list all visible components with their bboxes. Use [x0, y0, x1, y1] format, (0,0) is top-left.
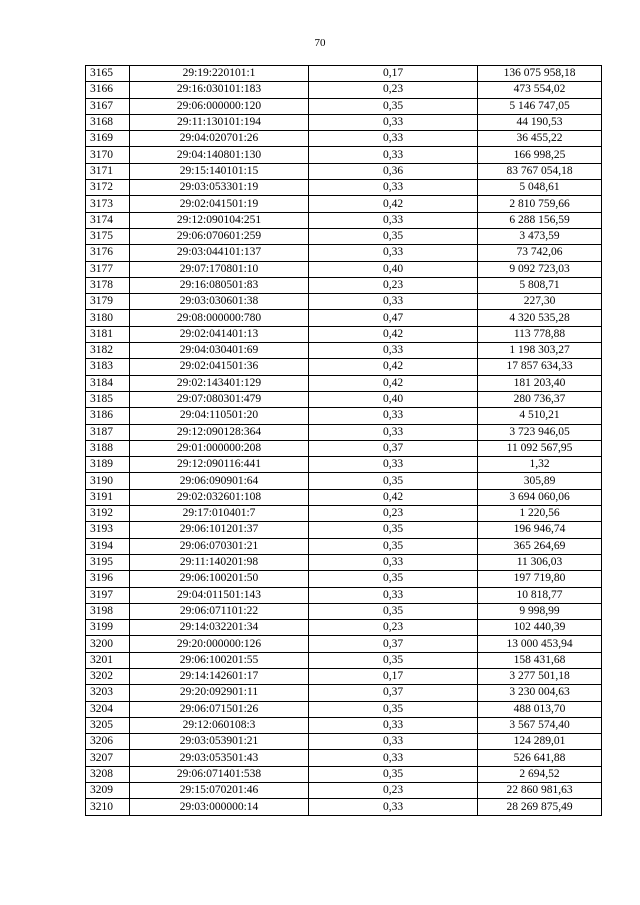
- row-number-cell: 3172: [86, 180, 130, 196]
- cadastral-number-cell: 29:06:100201:55: [130, 652, 309, 668]
- value-cell: 4 510,21: [478, 408, 602, 424]
- value-cell: 305,89: [478, 473, 602, 489]
- row-number-cell: 3198: [86, 603, 130, 619]
- value-cell: 3 694 060,06: [478, 489, 602, 505]
- cadastral-number-cell: 29:16:080501:83: [130, 277, 309, 293]
- cadastral-number-cell: 29:03:053501:43: [130, 750, 309, 766]
- table-row: [86, 163, 602, 179]
- table-row: [86, 294, 602, 310]
- row-number-cell: 3207: [86, 750, 130, 766]
- cadastral-number-cell: 29:06:071401:538: [130, 766, 309, 782]
- cadastral-number-cell: 29:03:053301:19: [130, 180, 309, 196]
- table-row: [86, 82, 602, 98]
- cadastral-number-cell: 29:16:030101:183: [130, 82, 309, 98]
- rate-cell: 0,36: [309, 163, 478, 179]
- value-cell: 5 048,61: [478, 180, 602, 196]
- row-number-cell: 3203: [86, 685, 130, 701]
- cadastral-number-cell: 29:15:140101:15: [130, 163, 309, 179]
- row-number-cell: 3175: [86, 228, 130, 244]
- row-number-cell: 3170: [86, 147, 130, 163]
- page-number: 70: [314, 37, 326, 49]
- value-cell: 3 567 574,40: [478, 717, 602, 733]
- table-row: [86, 391, 602, 407]
- table-row: [86, 424, 602, 440]
- table-row: [86, 440, 602, 456]
- row-number-cell: 3200: [86, 636, 130, 652]
- rate-cell: 0,33: [309, 750, 478, 766]
- row-number-cell: 3177: [86, 261, 130, 277]
- row-number-cell: 3178: [86, 277, 130, 293]
- rate-cell: 0,33: [309, 554, 478, 570]
- rate-cell: 0,23: [309, 620, 478, 636]
- table-row: [86, 799, 602, 815]
- value-cell: 124 289,01: [478, 734, 602, 750]
- value-cell: 488 013,70: [478, 701, 602, 717]
- row-number-cell: 3173: [86, 196, 130, 212]
- rate-cell: 0,33: [309, 180, 478, 196]
- rate-cell: 0,35: [309, 538, 478, 554]
- cadastral-number-cell: 29:04:011501:143: [130, 587, 309, 603]
- rate-cell: 0,33: [309, 294, 478, 310]
- rate-cell: 0,23: [309, 783, 478, 799]
- cadastral-number-cell: 29:03:000000:14: [130, 799, 309, 815]
- table-row: [86, 538, 602, 554]
- table-row: [86, 277, 602, 293]
- rate-cell: 0,35: [309, 571, 478, 587]
- table-row: [86, 147, 602, 163]
- row-number-cell: 3204: [86, 701, 130, 717]
- rate-cell: 0,37: [309, 685, 478, 701]
- cadastral-number-cell: 29:06:071101:22: [130, 603, 309, 619]
- value-cell: 1 198 303,27: [478, 343, 602, 359]
- table-row: [86, 685, 602, 701]
- value-cell: 196 946,74: [478, 522, 602, 538]
- rate-cell: 0,33: [309, 424, 478, 440]
- value-cell: 13 000 453,94: [478, 636, 602, 652]
- row-number-cell: 3199: [86, 620, 130, 636]
- row-number-cell: 3196: [86, 571, 130, 587]
- cadastral-number-cell: 29:04:140801:130: [130, 147, 309, 163]
- row-number-cell: 3188: [86, 440, 130, 456]
- row-number-cell: 3181: [86, 326, 130, 342]
- value-cell: 83 767 054,18: [478, 163, 602, 179]
- row-number-cell: 3185: [86, 391, 130, 407]
- rate-cell: 0,33: [309, 343, 478, 359]
- row-number-cell: 3193: [86, 522, 130, 538]
- table-row: [86, 571, 602, 587]
- row-number-cell: 3192: [86, 506, 130, 522]
- table-row: [86, 636, 602, 652]
- value-cell: 227,30: [478, 294, 602, 310]
- cadastral-value-table: [85, 65, 602, 816]
- value-cell: 1 220,56: [478, 506, 602, 522]
- cadastral-number-cell: 29:12:090116:441: [130, 457, 309, 473]
- row-number-cell: 3208: [86, 766, 130, 782]
- table-row: [86, 473, 602, 489]
- rate-cell: 0,23: [309, 82, 478, 98]
- cadastral-number-cell: 29:06:071501:26: [130, 701, 309, 717]
- table-row: [86, 652, 602, 668]
- value-cell: 113 778,88: [478, 326, 602, 342]
- row-number-cell: 3206: [86, 734, 130, 750]
- cadastral-number-cell: 29:02:143401:129: [130, 375, 309, 391]
- cadastral-number-cell: 29:06:100201:50: [130, 571, 309, 587]
- row-number-cell: 3180: [86, 310, 130, 326]
- value-cell: 3 723 946,05: [478, 424, 602, 440]
- value-cell: 6 288 156,59: [478, 212, 602, 228]
- rate-cell: 0,33: [309, 147, 478, 163]
- rate-cell: 0,33: [309, 799, 478, 815]
- row-number-cell: 3197: [86, 587, 130, 603]
- rate-cell: 0,33: [309, 212, 478, 228]
- row-number-cell: 3184: [86, 375, 130, 391]
- rate-cell: 0,33: [309, 717, 478, 733]
- table-row: [86, 180, 602, 196]
- value-cell: 11 306,03: [478, 554, 602, 570]
- value-cell: 11 092 567,95: [478, 440, 602, 456]
- cadastral-number-cell: 29:06:070601:259: [130, 228, 309, 244]
- row-number-cell: 3182: [86, 343, 130, 359]
- table-row: [86, 489, 602, 505]
- rate-cell: 0,33: [309, 114, 478, 130]
- table-row: [86, 668, 602, 684]
- rate-cell: 0,17: [309, 668, 478, 684]
- value-cell: 22 860 981,63: [478, 783, 602, 799]
- table-row: [86, 701, 602, 717]
- table-row: [86, 375, 602, 391]
- rate-cell: 0,47: [309, 310, 478, 326]
- row-number-cell: 3189: [86, 457, 130, 473]
- row-number-cell: 3191: [86, 489, 130, 505]
- row-number-cell: 3205: [86, 717, 130, 733]
- rate-cell: 0,35: [309, 98, 478, 114]
- row-number-cell: 3166: [86, 82, 130, 98]
- table-body: [86, 66, 602, 816]
- row-number-cell: 3176: [86, 245, 130, 261]
- table-row: [86, 734, 602, 750]
- table-row: [86, 131, 602, 147]
- cadastral-number-cell: 29:01:000000:208: [130, 440, 309, 456]
- table-row: [86, 228, 602, 244]
- value-cell: 36 455,22: [478, 131, 602, 147]
- table-row: [86, 212, 602, 228]
- rate-cell: 0,33: [309, 587, 478, 603]
- table-row: [86, 587, 602, 603]
- table-row: [86, 310, 602, 326]
- row-number-cell: 3183: [86, 359, 130, 375]
- rate-cell: 0,40: [309, 261, 478, 277]
- cadastral-number-cell: 29:04:110501:20: [130, 408, 309, 424]
- value-cell: 280 736,37: [478, 391, 602, 407]
- row-number-cell: 3190: [86, 473, 130, 489]
- cadastral-number-cell: 29:02:041501:36: [130, 359, 309, 375]
- cadastral-number-cell: 29:11:130101:194: [130, 114, 309, 130]
- rate-cell: 0,40: [309, 391, 478, 407]
- table-row: [86, 554, 602, 570]
- value-cell: 365 264,69: [478, 538, 602, 554]
- cadastral-number-cell: 29:20:000000:126: [130, 636, 309, 652]
- table-row: [86, 98, 602, 114]
- value-cell: 28 269 875,49: [478, 799, 602, 815]
- table-row: [86, 196, 602, 212]
- cadastral-number-cell: 29:07:170801:10: [130, 261, 309, 277]
- value-cell: 9 092 723,03: [478, 261, 602, 277]
- value-cell: 73 742,06: [478, 245, 602, 261]
- cadastral-number-cell: 29:02:041401:13: [130, 326, 309, 342]
- rate-cell: 0,37: [309, 636, 478, 652]
- row-number-cell: 3165: [86, 66, 130, 82]
- table-row: [86, 522, 602, 538]
- rate-cell: 0,42: [309, 375, 478, 391]
- rate-cell: 0,17: [309, 66, 478, 82]
- cadastral-number-cell: 29:20:092901:11: [130, 685, 309, 701]
- rate-cell: 0,35: [309, 701, 478, 717]
- cadastral-number-cell: 29:06:000000:120: [130, 98, 309, 114]
- table-row: [86, 717, 602, 733]
- cadastral-number-cell: 29:12:060108:3: [130, 717, 309, 733]
- row-number-cell: 3195: [86, 554, 130, 570]
- cadastral-number-cell: 29:19:220101:1: [130, 66, 309, 82]
- cadastral-number-cell: 29:11:140201:98: [130, 554, 309, 570]
- row-number-cell: 3202: [86, 668, 130, 684]
- rate-cell: 0,42: [309, 489, 478, 505]
- cadastral-number-cell: 29:02:041501:19: [130, 196, 309, 212]
- table-row: [86, 603, 602, 619]
- row-number-cell: 3179: [86, 294, 130, 310]
- cadastral-number-cell: 29:17:010401:7: [130, 506, 309, 522]
- table-row: [86, 326, 602, 342]
- row-number-cell: 3174: [86, 212, 130, 228]
- rate-cell: 0,35: [309, 228, 478, 244]
- rate-cell: 0,37: [309, 440, 478, 456]
- rate-cell: 0,35: [309, 603, 478, 619]
- cadastral-number-cell: 29:04:020701:26: [130, 131, 309, 147]
- cadastral-number-cell: 29:04:030401:69: [130, 343, 309, 359]
- value-cell: 3 230 004,63: [478, 685, 602, 701]
- value-cell: 2 694,52: [478, 766, 602, 782]
- table-row: [86, 620, 602, 636]
- row-number-cell: 3201: [86, 652, 130, 668]
- value-cell: 5 808,71: [478, 277, 602, 293]
- table-row: [86, 766, 602, 782]
- row-number-cell: 3186: [86, 408, 130, 424]
- row-number-cell: 3209: [86, 783, 130, 799]
- rate-cell: 0,33: [309, 408, 478, 424]
- row-number-cell: 3169: [86, 131, 130, 147]
- row-number-cell: 3187: [86, 424, 130, 440]
- value-cell: 181 203,40: [478, 375, 602, 391]
- value-cell: 158 431,68: [478, 652, 602, 668]
- cadastral-number-cell: 29:08:000000:780: [130, 310, 309, 326]
- table-row: [86, 359, 602, 375]
- cadastral-number-cell: 29:06:070301:21: [130, 538, 309, 554]
- value-cell: 5 146 747,05: [478, 98, 602, 114]
- cadastral-number-cell: 29:12:090128:364: [130, 424, 309, 440]
- rate-cell: 0,33: [309, 245, 478, 261]
- rate-cell: 0,42: [309, 196, 478, 212]
- cadastral-number-cell: 29:07:080301:479: [130, 391, 309, 407]
- value-cell: 9 998,99: [478, 603, 602, 619]
- rate-cell: 0,35: [309, 652, 478, 668]
- table-row: [86, 343, 602, 359]
- cadastral-number-cell: 29:14:142601:17: [130, 668, 309, 684]
- row-number-cell: 3194: [86, 538, 130, 554]
- table-row: [86, 261, 602, 277]
- rate-cell: 0,23: [309, 277, 478, 293]
- cadastral-number-cell: 29:03:030601:38: [130, 294, 309, 310]
- rate-cell: 0,35: [309, 473, 478, 489]
- rate-cell: 0,42: [309, 326, 478, 342]
- value-cell: 136 075 958,18: [478, 66, 602, 82]
- table-row: [86, 114, 602, 130]
- cadastral-number-cell: 29:14:032201:34: [130, 620, 309, 636]
- value-cell: 3 473,59: [478, 228, 602, 244]
- cadastral-number-cell: 29:02:032601:108: [130, 489, 309, 505]
- value-cell: 10 818,77: [478, 587, 602, 603]
- cadastral-number-cell: 29:15:070201:46: [130, 783, 309, 799]
- value-cell: 3 277 501,18: [478, 668, 602, 684]
- table-row: [86, 457, 602, 473]
- row-number-cell: 3210: [86, 799, 130, 815]
- value-cell: 526 641,88: [478, 750, 602, 766]
- table-row: [86, 750, 602, 766]
- value-cell: 44 190,53: [478, 114, 602, 130]
- cadastral-number-cell: 29:12:090104:251: [130, 212, 309, 228]
- cadastral-number-cell: 29:03:044101:137: [130, 245, 309, 261]
- value-cell: 197 719,80: [478, 571, 602, 587]
- table-row: [86, 783, 602, 799]
- value-cell: 166 998,25: [478, 147, 602, 163]
- row-number-cell: 3168: [86, 114, 130, 130]
- row-number-cell: 3171: [86, 163, 130, 179]
- row-number-cell: 3167: [86, 98, 130, 114]
- rate-cell: 0,23: [309, 506, 478, 522]
- rate-cell: 0,42: [309, 359, 478, 375]
- table-row: [86, 506, 602, 522]
- rate-cell: 0,33: [309, 131, 478, 147]
- cadastral-number-cell: 29:06:090901:64: [130, 473, 309, 489]
- value-cell: 2 810 759,66: [478, 196, 602, 212]
- rate-cell: 0,35: [309, 766, 478, 782]
- value-cell: 17 857 634,33: [478, 359, 602, 375]
- table-row: [86, 408, 602, 424]
- value-cell: 1,32: [478, 457, 602, 473]
- rate-cell: 0,33: [309, 734, 478, 750]
- cadastral-number-cell: 29:03:053901:21: [130, 734, 309, 750]
- table-row: [86, 245, 602, 261]
- rate-cell: 0,33: [309, 457, 478, 473]
- value-cell: 102 440,39: [478, 620, 602, 636]
- cadastral-number-cell: 29:06:101201:37: [130, 522, 309, 538]
- table-row: [86, 66, 602, 82]
- value-cell: 4 320 535,28: [478, 310, 602, 326]
- value-cell: 473 554,02: [478, 82, 602, 98]
- rate-cell: 0,35: [309, 522, 478, 538]
